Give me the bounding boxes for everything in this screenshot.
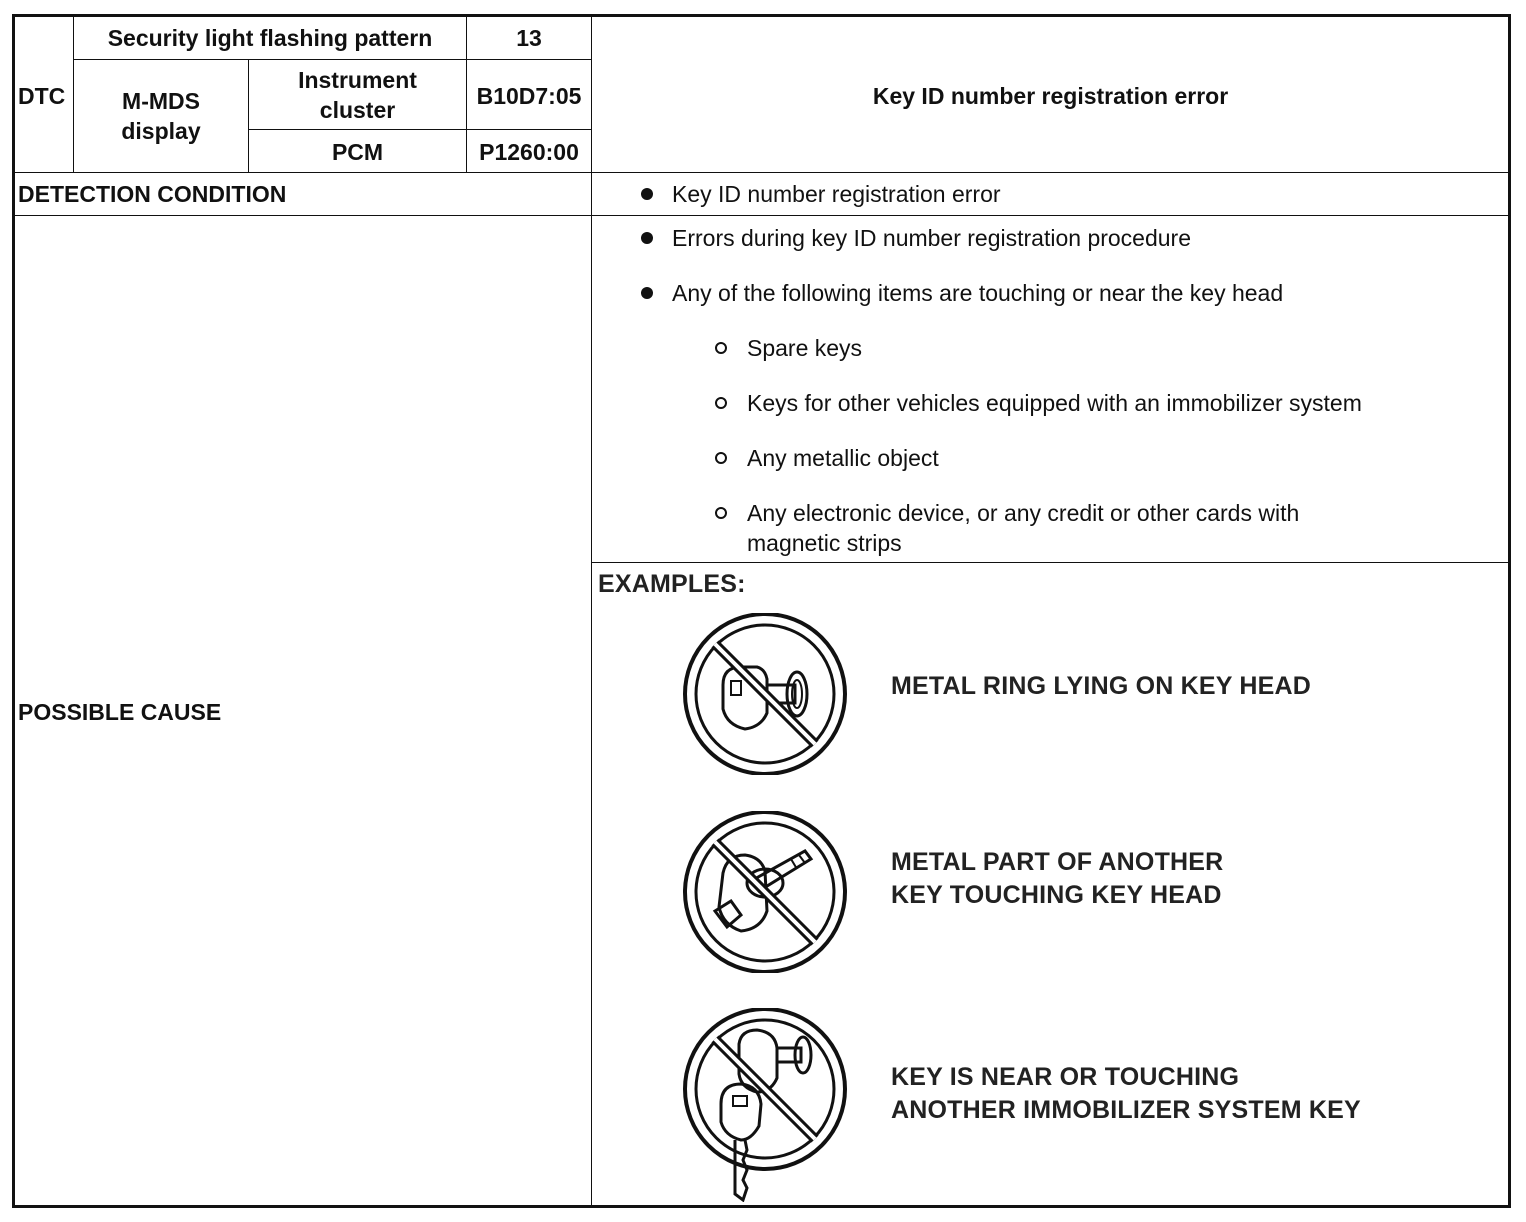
bullet-icon: [641, 287, 653, 299]
instrument-cluster-line1: Instrument: [298, 67, 417, 93]
grid-line: [248, 129, 592, 130]
examples-heading: EXAMPLES:: [598, 570, 746, 598]
detection-condition-label: DETECTION CONDITION: [18, 181, 287, 207]
instrument-cluster-code: B10D7:05: [476, 83, 582, 109]
circle-bullet-icon: [715, 452, 727, 464]
grid-line: [15, 215, 1509, 216]
example-caption-line2: KEY TOUCHING KEY HEAD: [891, 881, 1222, 909]
dtc-label: DTC: [18, 83, 66, 109]
immobilizer-key-prohibited-icon: [679, 1008, 851, 1202]
grid-line: [591, 16, 592, 1206]
cause-item: Any of the following items are touching or near the key head: [672, 280, 1284, 306]
circle-bullet-icon: [715, 507, 727, 519]
grid-line: [15, 172, 1509, 173]
cause-item: Errors during key ID number registration procedure: [672, 225, 1192, 251]
flash-pattern-label: Security light flashing pattern: [107, 25, 433, 51]
grid-line: [74, 59, 592, 60]
pcm-label: PCM: [331, 139, 384, 165]
example-caption-line1: METAL RING LYING ON KEY HEAD: [891, 672, 1312, 700]
circle-bullet-icon: [715, 397, 727, 409]
example-caption-line1: METAL PART OF ANOTHER: [891, 848, 1224, 876]
instrument-cluster-line2: cluster: [319, 97, 396, 123]
pcm-code: P1260:00: [479, 139, 579, 165]
detection-item: Key ID number registration error: [672, 181, 1001, 207]
circle-bullet-icon: [715, 342, 727, 354]
cause-sub-item: Any electronic device, or any credit or other cards with: [747, 500, 1300, 526]
metal-key-prohibited-icon: [679, 811, 851, 973]
grid-line: [592, 562, 1509, 563]
bullet-icon: [641, 232, 653, 244]
cause-sub-item: Spare keys: [747, 335, 863, 361]
cause-sub-item-continued: magnetic strips: [747, 530, 902, 556]
cause-sub-item: Any metallic object: [747, 445, 939, 471]
flash-pattern-value: 13: [516, 25, 542, 51]
example-caption-line2: ANOTHER IMMOBILIZER SYSTEM KEY: [891, 1096, 1361, 1124]
metal-ring-prohibited-icon: [679, 613, 851, 775]
mmds-label-line2: display: [121, 118, 201, 144]
possible-cause-label: POSSIBLE CAUSE: [18, 699, 222, 725]
page-title: Key ID number registration error: [872, 83, 1229, 109]
mmds-label-line1: M-MDS: [122, 88, 200, 114]
bullet-icon: [641, 188, 653, 200]
example-caption-line1: KEY IS NEAR OR TOUCHING: [891, 1063, 1240, 1091]
cause-sub-item: Keys for other vehicles equipped with an immobilizer system: [747, 390, 1362, 416]
